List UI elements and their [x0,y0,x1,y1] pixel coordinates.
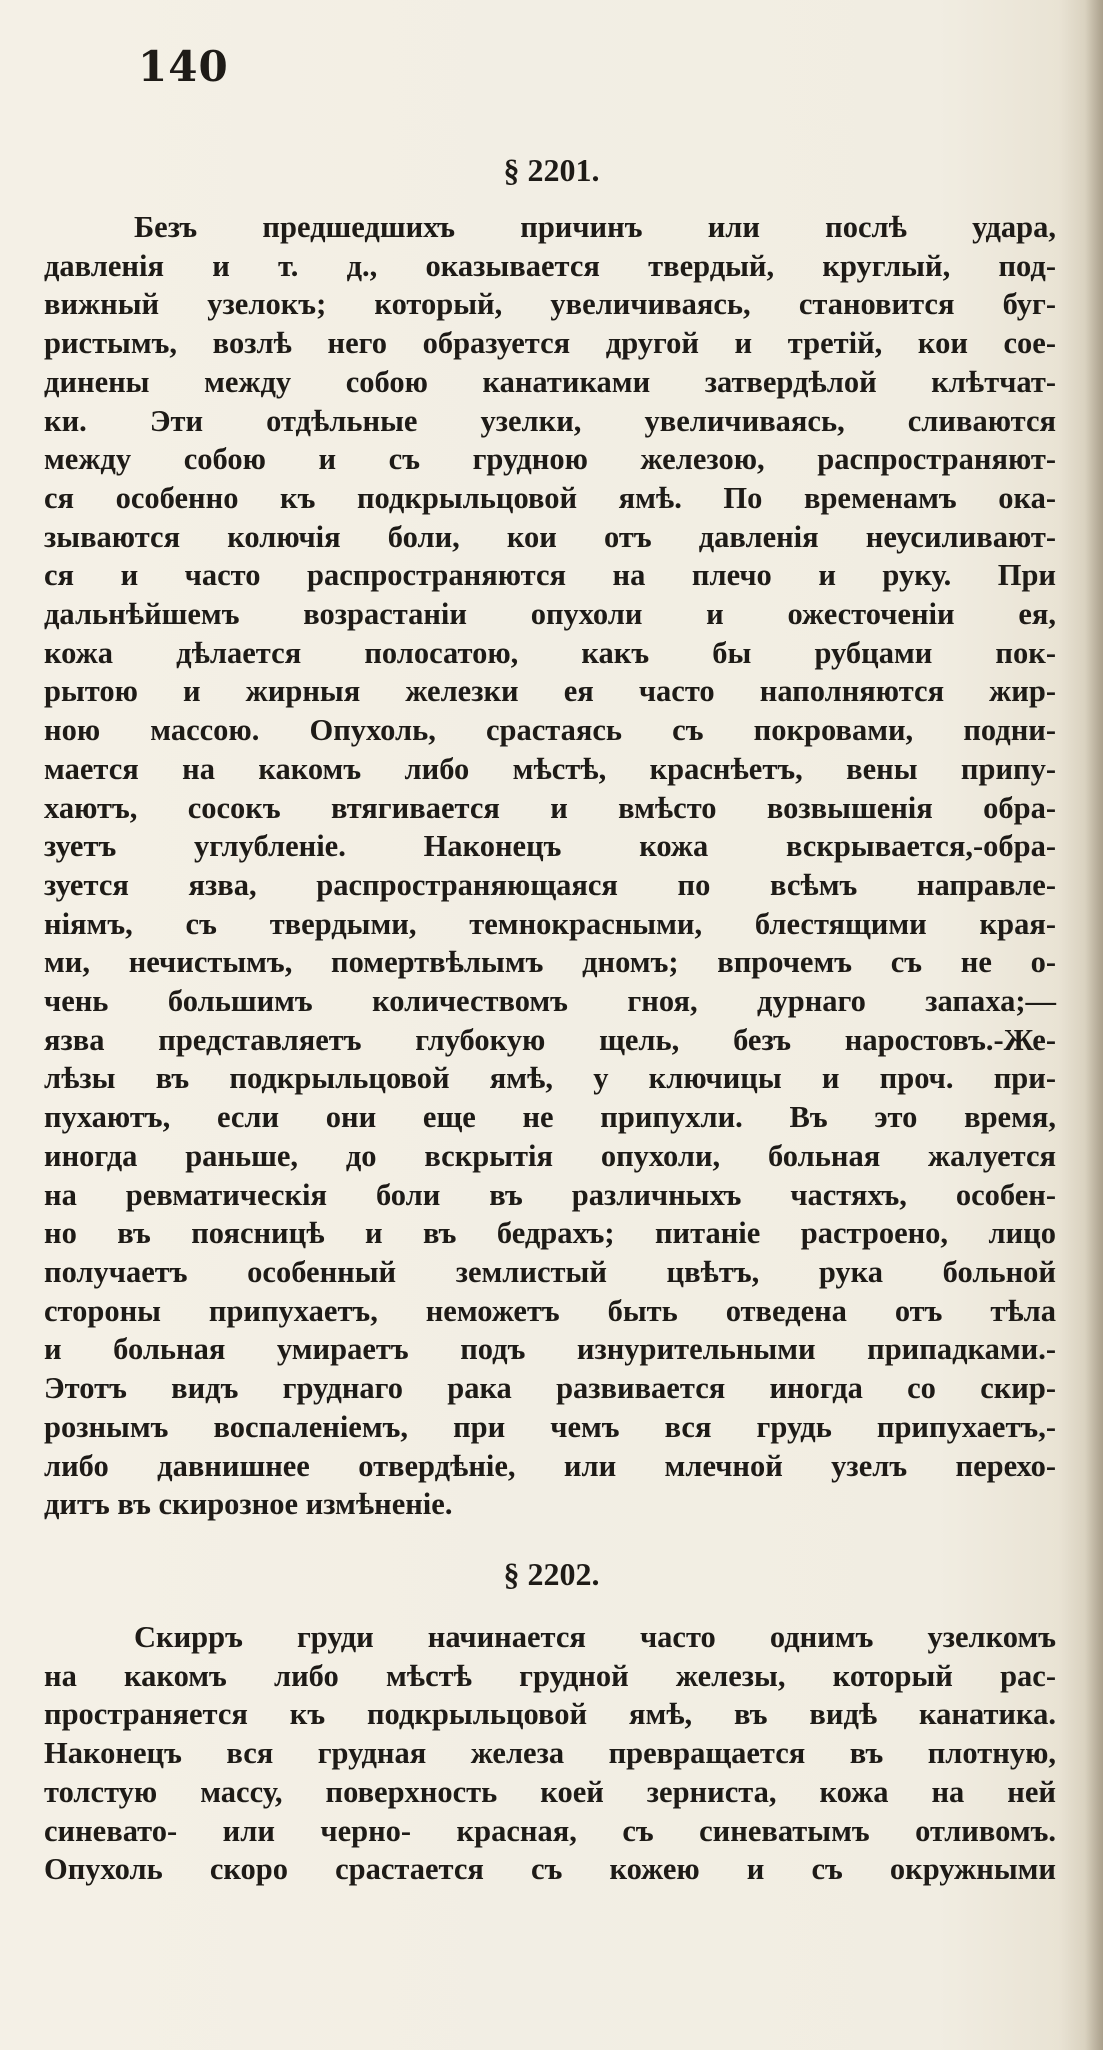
text-line: хаютъ, сосокъ втягивается и вмѣсто возвышенія обра- [44,790,1056,825]
text-line: толстую массу, поверхность коей зерниста, кожа на ней [44,1774,1056,1809]
text-line: мается на какомъ либо мѣстѣ, краснѣетъ, вены припу- [44,751,1056,786]
page-number: 140 [138,42,229,91]
text-line: лѣзы въ подкрыльцовой ямѣ, у ключицы и проч. при- [44,1061,1056,1096]
text-line: Безъ предшедшихъ причинъ или послѣ удара, [134,210,1056,244]
text-line: зываются колючія боли, кои отъ давленія неусиливают- [44,519,1056,554]
text-line: ки. Эти отдѣльные узелки, увеличиваясь, сливаются [44,403,1056,438]
text-line: кожа дѣлается полосатою, какъ бы рубцами пок- [44,635,1056,670]
text-line: зуетъ углубленіе. Наконецъ кожа вскрывается,-обра- [44,829,1056,864]
text-line: язва представляетъ глубокую щель, безъ наростовъ.-Же- [44,1022,1056,1057]
text-line: на какомъ либо мѣстѣ грудной железы, который рас- [44,1658,1056,1693]
text-line: стороны припухаетъ, неможетъ быть отведена отъ тѣла [44,1293,1056,1328]
text-line: ристымъ, возлѣ него образуется другой и третій, кои сое- [44,326,1056,361]
text-line: дальнѣйшемъ возрастаніи опухоли и ожесточеніи ея, [44,597,1056,632]
text-line: дитъ въ скирозное измѣненіе. [44,1487,453,1522]
text-line: пухаютъ, если они еще не припухли. Въ это время, [44,1100,1056,1135]
text-line: Наконецъ вся грудная железа превращается въ плотную, [44,1736,1056,1771]
text-line: вижный узелокъ; который, увеличиваясь, становится буг- [44,287,1056,322]
text-line: получаетъ особенный землистый цвѣтъ, рука больной [44,1254,1056,1289]
text-line: синевато- или черно- красная, съ синеватымъ отливомъ. [44,1813,1056,1848]
text-line: рытою и жирныя железки ея часто наполняются жир- [44,674,1056,709]
text-line: давленія и т. д., оказывается твердый, круглый, под- [44,248,1056,283]
text-line: на ревматическія боли въ различныхъ частяхъ, особен- [44,1177,1056,1212]
text-line: зуется язва, распространяющаяся по всѣмъ направле- [44,867,1056,902]
section-heading-2201: § 2201. [503,152,600,188]
text-line: рознымъ воспаленіемъ, при чемъ вся грудь припухаетъ,- [44,1409,1056,1444]
text-line: ся и часто распространяются на плечо и руку. При [44,558,1056,593]
text-line: ся особенно къ подкрыльцовой ямѣ. По временамъ ока- [44,480,1056,515]
text-line: Опухоль скоро срастается съ кожею и съ окружными [44,1852,1056,1887]
text-line: ми, нечистымъ, помертвѣлымъ дномъ; впрочемъ съ не о- [44,945,1056,980]
text-line: пространяется къ подкрыльцовой ямѣ, въ видѣ канатика. [44,1697,1056,1732]
text-line: динены между собою канатиками затвердѣлой клѣтчат- [44,364,1056,399]
section-2201-text [44,208,1056,1524]
page-edge-shadow [1085,0,1103,2050]
section-heading-2202: § 2202. [503,1556,600,1592]
text-line: Скирръ груди начинается часто однимъ узелкомъ [134,1620,1056,1654]
text-line: либо давнишнее отвердѣніе, или млечной узелъ перехо- [44,1448,1056,1483]
text-line: иногда раньше, до вскрытія опухоли, больная жалуется [44,1138,1056,1173]
text-line: но въ поясницѣ и въ бедрахъ; питаніе растроено, лицо [44,1216,1056,1251]
text-line: между собою и съ грудною железою, распространяют- [44,442,1056,477]
text-line: ною массою. Опухоль, срастаясь съ покровами, подни- [44,713,1056,748]
section-2202-text [44,1618,1056,1889]
text-line: чень большимъ количествомъ гноя, дурнаго запаха;— [44,984,1056,1019]
text-line: Этотъ видъ груднаго рака развивается иногда со скир- [44,1371,1056,1406]
text-line: ніямъ, съ твердыми, темнокрасными, блестящими края- [44,906,1056,941]
text-line: и больная умираетъ подъ изнурительными припадками.- [44,1332,1056,1367]
